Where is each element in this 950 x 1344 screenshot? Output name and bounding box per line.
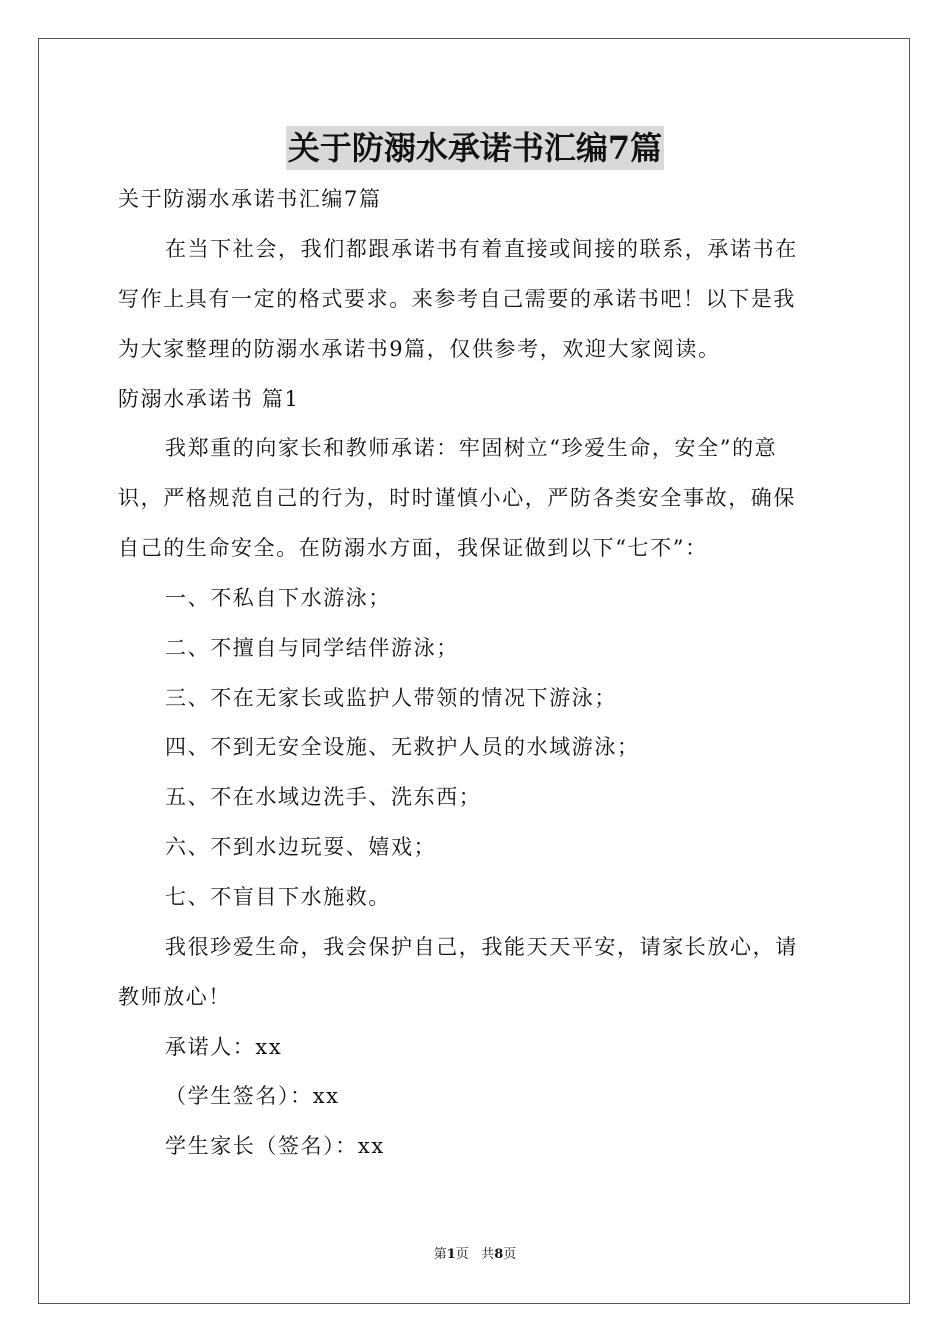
- footer-page-suffix: 页: [455, 1247, 469, 1262]
- rule-item: 二、不擅自与同学结伴游泳；: [165, 636, 459, 660]
- rule-item: 三、不在无家长或监护人带领的情况下游泳；: [165, 686, 617, 710]
- signature-line: （学生签名）：xx: [165, 1084, 340, 1108]
- footer-total-pages: 8: [494, 1247, 504, 1262]
- rule-item: 五、不在水域边洗手、洗东西；: [165, 785, 482, 809]
- section-heading: 防溺水承诺书 篇1: [118, 387, 300, 411]
- pledge-line: 我郑重的向家长和教师承诺：牢固树立“珍爱生命，安全”的意: [165, 436, 778, 460]
- page-border: [38, 38, 910, 1304]
- page-footer: [0, 1246, 950, 1264]
- document-title: 关于防溺水承诺书汇编7篇: [286, 126, 664, 170]
- footer-total-suffix: 页: [503, 1247, 517, 1262]
- rule-item: 四、不到无安全设施、无救护人员的水域游泳；: [165, 735, 640, 759]
- intro-line: 在当下社会，我们都跟承诺书有着直接或间接的联系，承诺书在: [165, 237, 798, 261]
- closing-line: 我很珍爱生命，我会保护自己，我能天天平安，请家长放心，请: [165, 935, 798, 959]
- intro-line: 写作上具有一定的格式要求。来参考自己需要的承诺书吧！以下是我: [118, 287, 796, 311]
- rule-item: 一、不私自下水游泳；: [165, 586, 391, 610]
- pledge-line: 自己的生命安全。在防溺水方面，我保证做到以下“七不”：: [118, 536, 708, 560]
- footer-page-prefix: 第: [433, 1247, 447, 1262]
- footer-total-prefix: 共: [481, 1247, 495, 1262]
- document-subtitle: 关于防溺水承诺书汇编7篇: [118, 187, 382, 211]
- pledge-line: 识，严格规范自己的行为，时时谨慎小心，严防各类安全事故，确保: [118, 486, 796, 510]
- signature-line: 承诺人：xx: [165, 1035, 283, 1059]
- rule-item: 六、不到水边玩耍、嬉戏；: [165, 835, 437, 859]
- closing-line: 教师放心！: [118, 985, 231, 1009]
- signature-line: 学生家长（签名）：xx: [165, 1134, 385, 1158]
- rule-item: 七、不盲目下水施救。: [165, 885, 391, 909]
- intro-line: 为大家整理的防溺水承诺书9篇，仅供参考，欢迎大家阅读。: [118, 337, 721, 361]
- footer-page-number: 1: [446, 1247, 456, 1262]
- title-wrap: [0, 126, 950, 170]
